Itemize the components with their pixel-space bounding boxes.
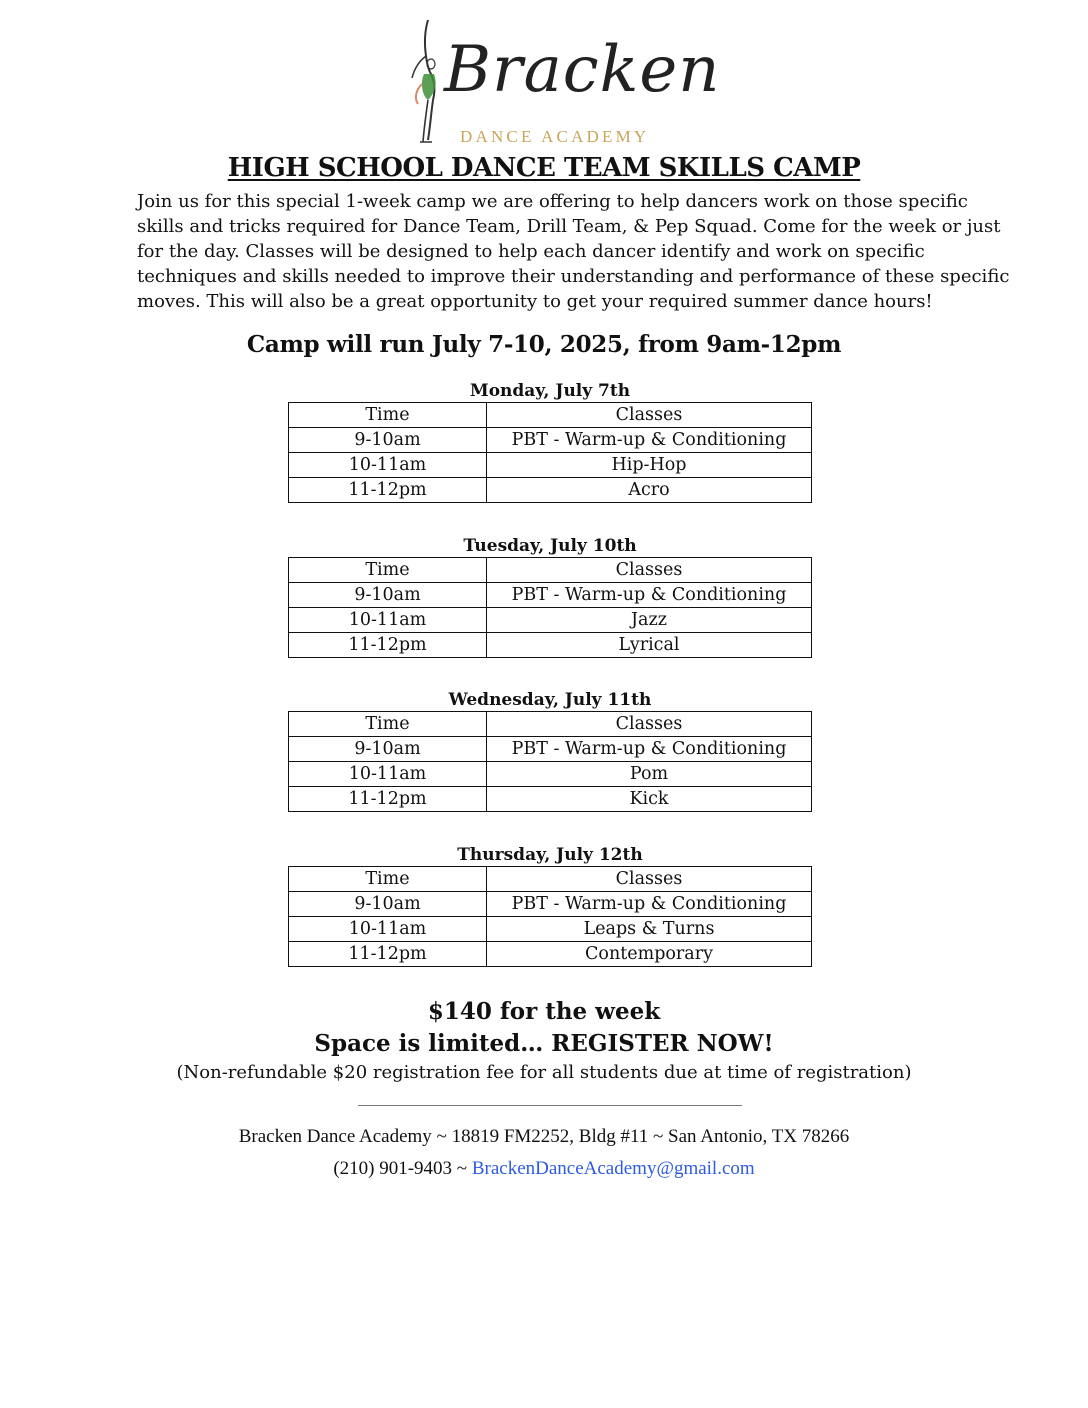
schedule-table <box>288 402 812 503</box>
page-title: HIGH SCHOOL DANCE TEAM SKILLS CAMP <box>227 153 861 183</box>
day-heading: Tuesday, July 10th <box>463 536 637 556</box>
schedule-table <box>288 866 812 967</box>
table-row <box>289 478 812 503</box>
email-link[interactable]: BrackenDanceAcademy@gmail.com <box>471 1158 755 1179</box>
header-cell: Classes <box>487 867 812 892</box>
time-cell: 10-11am <box>289 917 487 942</box>
time-cell: 11-12pm <box>289 478 487 503</box>
table-row <box>289 453 812 478</box>
class-cell: PBT - Warm-up & Conditioning <box>487 428 812 453</box>
header-cell: Classes <box>487 403 812 428</box>
fee-note: (Non-refundable $20 registration fee for all students due at time of registration) <box>176 1062 912 1083</box>
logo-subtitle: DANCE ACADEMY <box>460 127 650 146</box>
schedule-table <box>288 711 812 812</box>
table-row <box>289 762 812 787</box>
time-cell: 10-11am <box>289 608 487 633</box>
day-heading: Wednesday, July 11th <box>448 690 652 710</box>
table-header-row <box>289 712 812 737</box>
logo-script-text: Bracken <box>444 33 721 107</box>
table-header-row <box>289 867 812 892</box>
class-cell: PBT - Warm-up & Conditioning <box>487 892 812 917</box>
class-cell: PBT - Warm-up & Conditioning <box>487 583 812 608</box>
academy-logo <box>400 16 721 150</box>
class-cell: Lyrical <box>487 633 812 658</box>
table-row <box>289 633 812 658</box>
class-cell: Leaps & Turns <box>487 917 812 942</box>
day-heading: Monday, July 7th <box>469 381 631 401</box>
table-row <box>289 737 812 762</box>
price-text: $140 for the week <box>427 998 661 1025</box>
schedule-monday <box>288 380 812 503</box>
time-cell: 11-12pm <box>289 633 487 658</box>
class-cell: Jazz <box>487 608 812 633</box>
header-cell: Classes <box>487 558 812 583</box>
table-row <box>289 608 812 633</box>
header-cell: Time <box>289 558 487 583</box>
class-cell: PBT - Warm-up & Conditioning <box>487 737 812 762</box>
header-cell: Classes <box>487 712 812 737</box>
time-cell: 10-11am <box>289 453 487 478</box>
time-cell: 9-10am <box>289 583 487 608</box>
time-cell: 9-10am <box>289 892 487 917</box>
register-callout: Space is limited… REGISTER NOW! <box>314 1030 774 1057</box>
class-cell: Hip-Hop <box>487 453 812 478</box>
intro-paragraph: Join us for this special 1-week camp we are offering to help dancers work on those specific skills and tricks required for Dance Team, Drill Team, & Pep Squad. Come for the week or just for the day. Classes will be designed to help each dancer identify and work on specific techniques and skills needed to improve their understanding and performance of these specific moves. This will also be a great opportunity to get your required summer dance hours! <box>137 191 1010 312</box>
table-row <box>289 942 812 967</box>
schedule-tuesday <box>288 535 812 658</box>
table-row <box>289 917 812 942</box>
header-cell: Time <box>289 403 487 428</box>
contact-line <box>0 1156 1088 1182</box>
table-header-row <box>289 558 812 583</box>
address-line: Bracken Dance Academy ~ 18819 FM2252, Bldg #11 ~ San Antonio, TX 78266 <box>238 1126 850 1147</box>
table-row <box>289 428 812 453</box>
time-cell: 9-10am <box>289 737 487 762</box>
header-cell: Time <box>289 867 487 892</box>
time-cell: 9-10am <box>289 428 487 453</box>
class-cell: Acro <box>487 478 812 503</box>
divider <box>358 1105 742 1106</box>
schedule-wednesday <box>288 689 812 812</box>
table-row <box>289 787 812 812</box>
table-row <box>289 892 812 917</box>
camp-dates: Camp will run July 7-10, 2025, from 9am-12pm <box>246 331 842 358</box>
time-cell: 11-12pm <box>289 942 487 967</box>
schedule-table <box>288 557 812 658</box>
schedule-thursday <box>288 844 812 967</box>
table-header-row <box>289 403 812 428</box>
class-cell: Kick <box>487 787 812 812</box>
time-cell: 11-12pm <box>289 787 487 812</box>
day-heading: Thursday, July 12th <box>457 845 643 865</box>
time-cell: 10-11am <box>289 762 487 787</box>
class-cell: Contemporary <box>487 942 812 967</box>
table-row <box>289 583 812 608</box>
class-cell: Pom <box>487 762 812 787</box>
phone-text: (210) 901-9403 ~ <box>333 1158 472 1179</box>
header-cell: Time <box>289 712 487 737</box>
